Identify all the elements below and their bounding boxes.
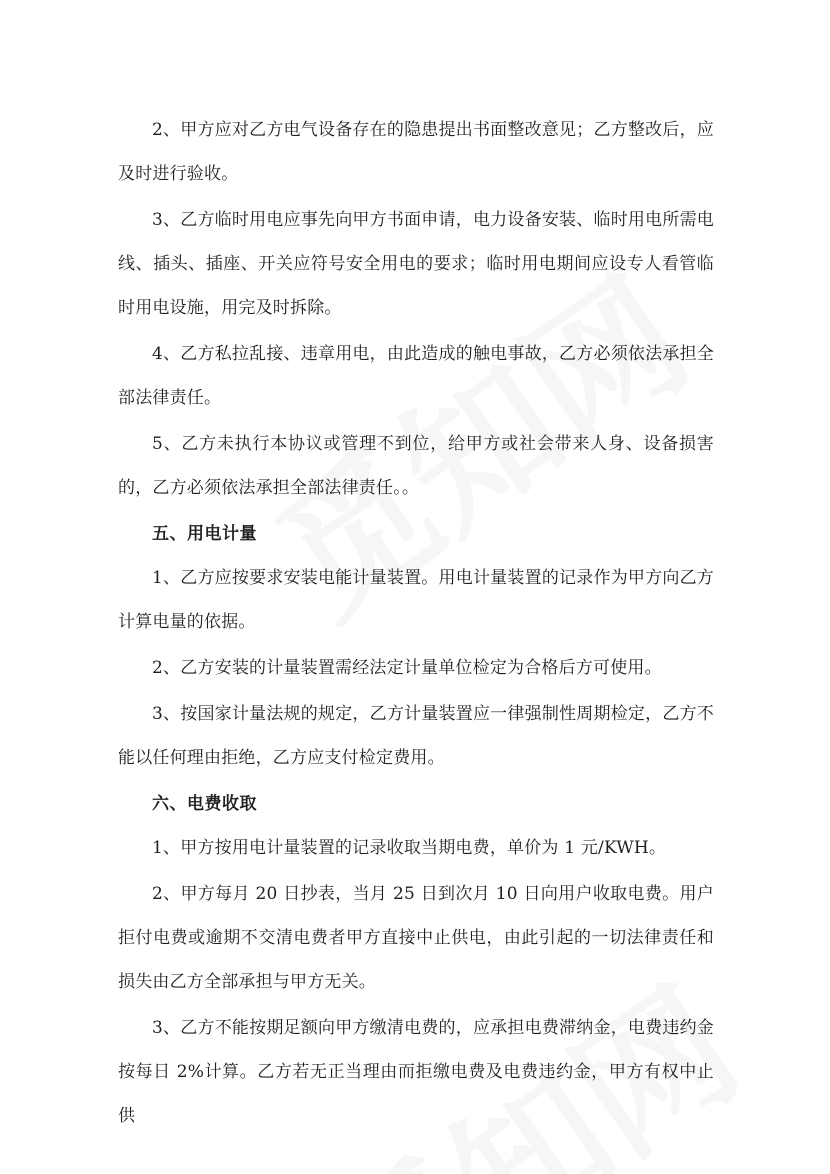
section-heading: 六、电费收取 <box>152 794 257 814</box>
document-body <box>118 108 714 1138</box>
clause-paragraph: 2、乙方安装的计量装置需经法定计量单位检定为合格后方可使用。 <box>152 658 662 678</box>
clause-paragraph: 1、乙方应按要求安装电能计量装置。用电计量装置的记录作为甲方向乙方计算电量的依据。 <box>118 568 714 632</box>
clause-paragraph: 3、乙方临时用电应事先向甲方书面申请，电力设备安装、临时用电所需电线、插头、插座、开关应符号安全用电的要求；临时用电期间应设专人看管临时用电设施，用完及时拆除。 <box>118 210 714 318</box>
clause-paragraph: 4、乙方私拉乱接、违章用电，由此造成的触电事故，乙方必须依法承担全部法律责任。 <box>118 344 714 408</box>
clause-paragraph: 1、甲方按用电计量装置的记录收取当期电费，单价为 1 元/KWH。 <box>152 838 667 858</box>
clause-paragraph: 3、乙方不能按期足额向甲方缴清电费的，应承担电费滞纳金，电费违约金按每日 2%计算。乙方若无正当理由而拒缴电费及电费违约金，甲方有权中止供 <box>118 1018 714 1126</box>
clause-paragraph: 3、按国家计量法规的规定，乙方计量装置应一律强制性周期检定，乙方不能以任何理由拒绝，乙方应支付检定费用。 <box>118 704 714 768</box>
clause-paragraph: 2、甲方每月 20 日抄表，当月 25 日到次月 10 日向用户收取电费。用户拒付电费或逾期不交清电费者甲方直接中止供电，由此引起的一切法律责任和损失由乙方全部承担与甲方无关。 <box>118 884 714 992</box>
clause-paragraph: 2、甲方应对乙方电气设备存在的隐患提出书面整改意见；乙方整改后，应及时进行验收。 <box>118 120 714 184</box>
clause-paragraph: 5、乙方未执行本协议或管理不到位，给甲方或社会带来人身、设备损害的，乙方必须依法承担全部法律责任。。 <box>118 434 714 498</box>
section-heading: 五、用电计量 <box>152 524 257 544</box>
